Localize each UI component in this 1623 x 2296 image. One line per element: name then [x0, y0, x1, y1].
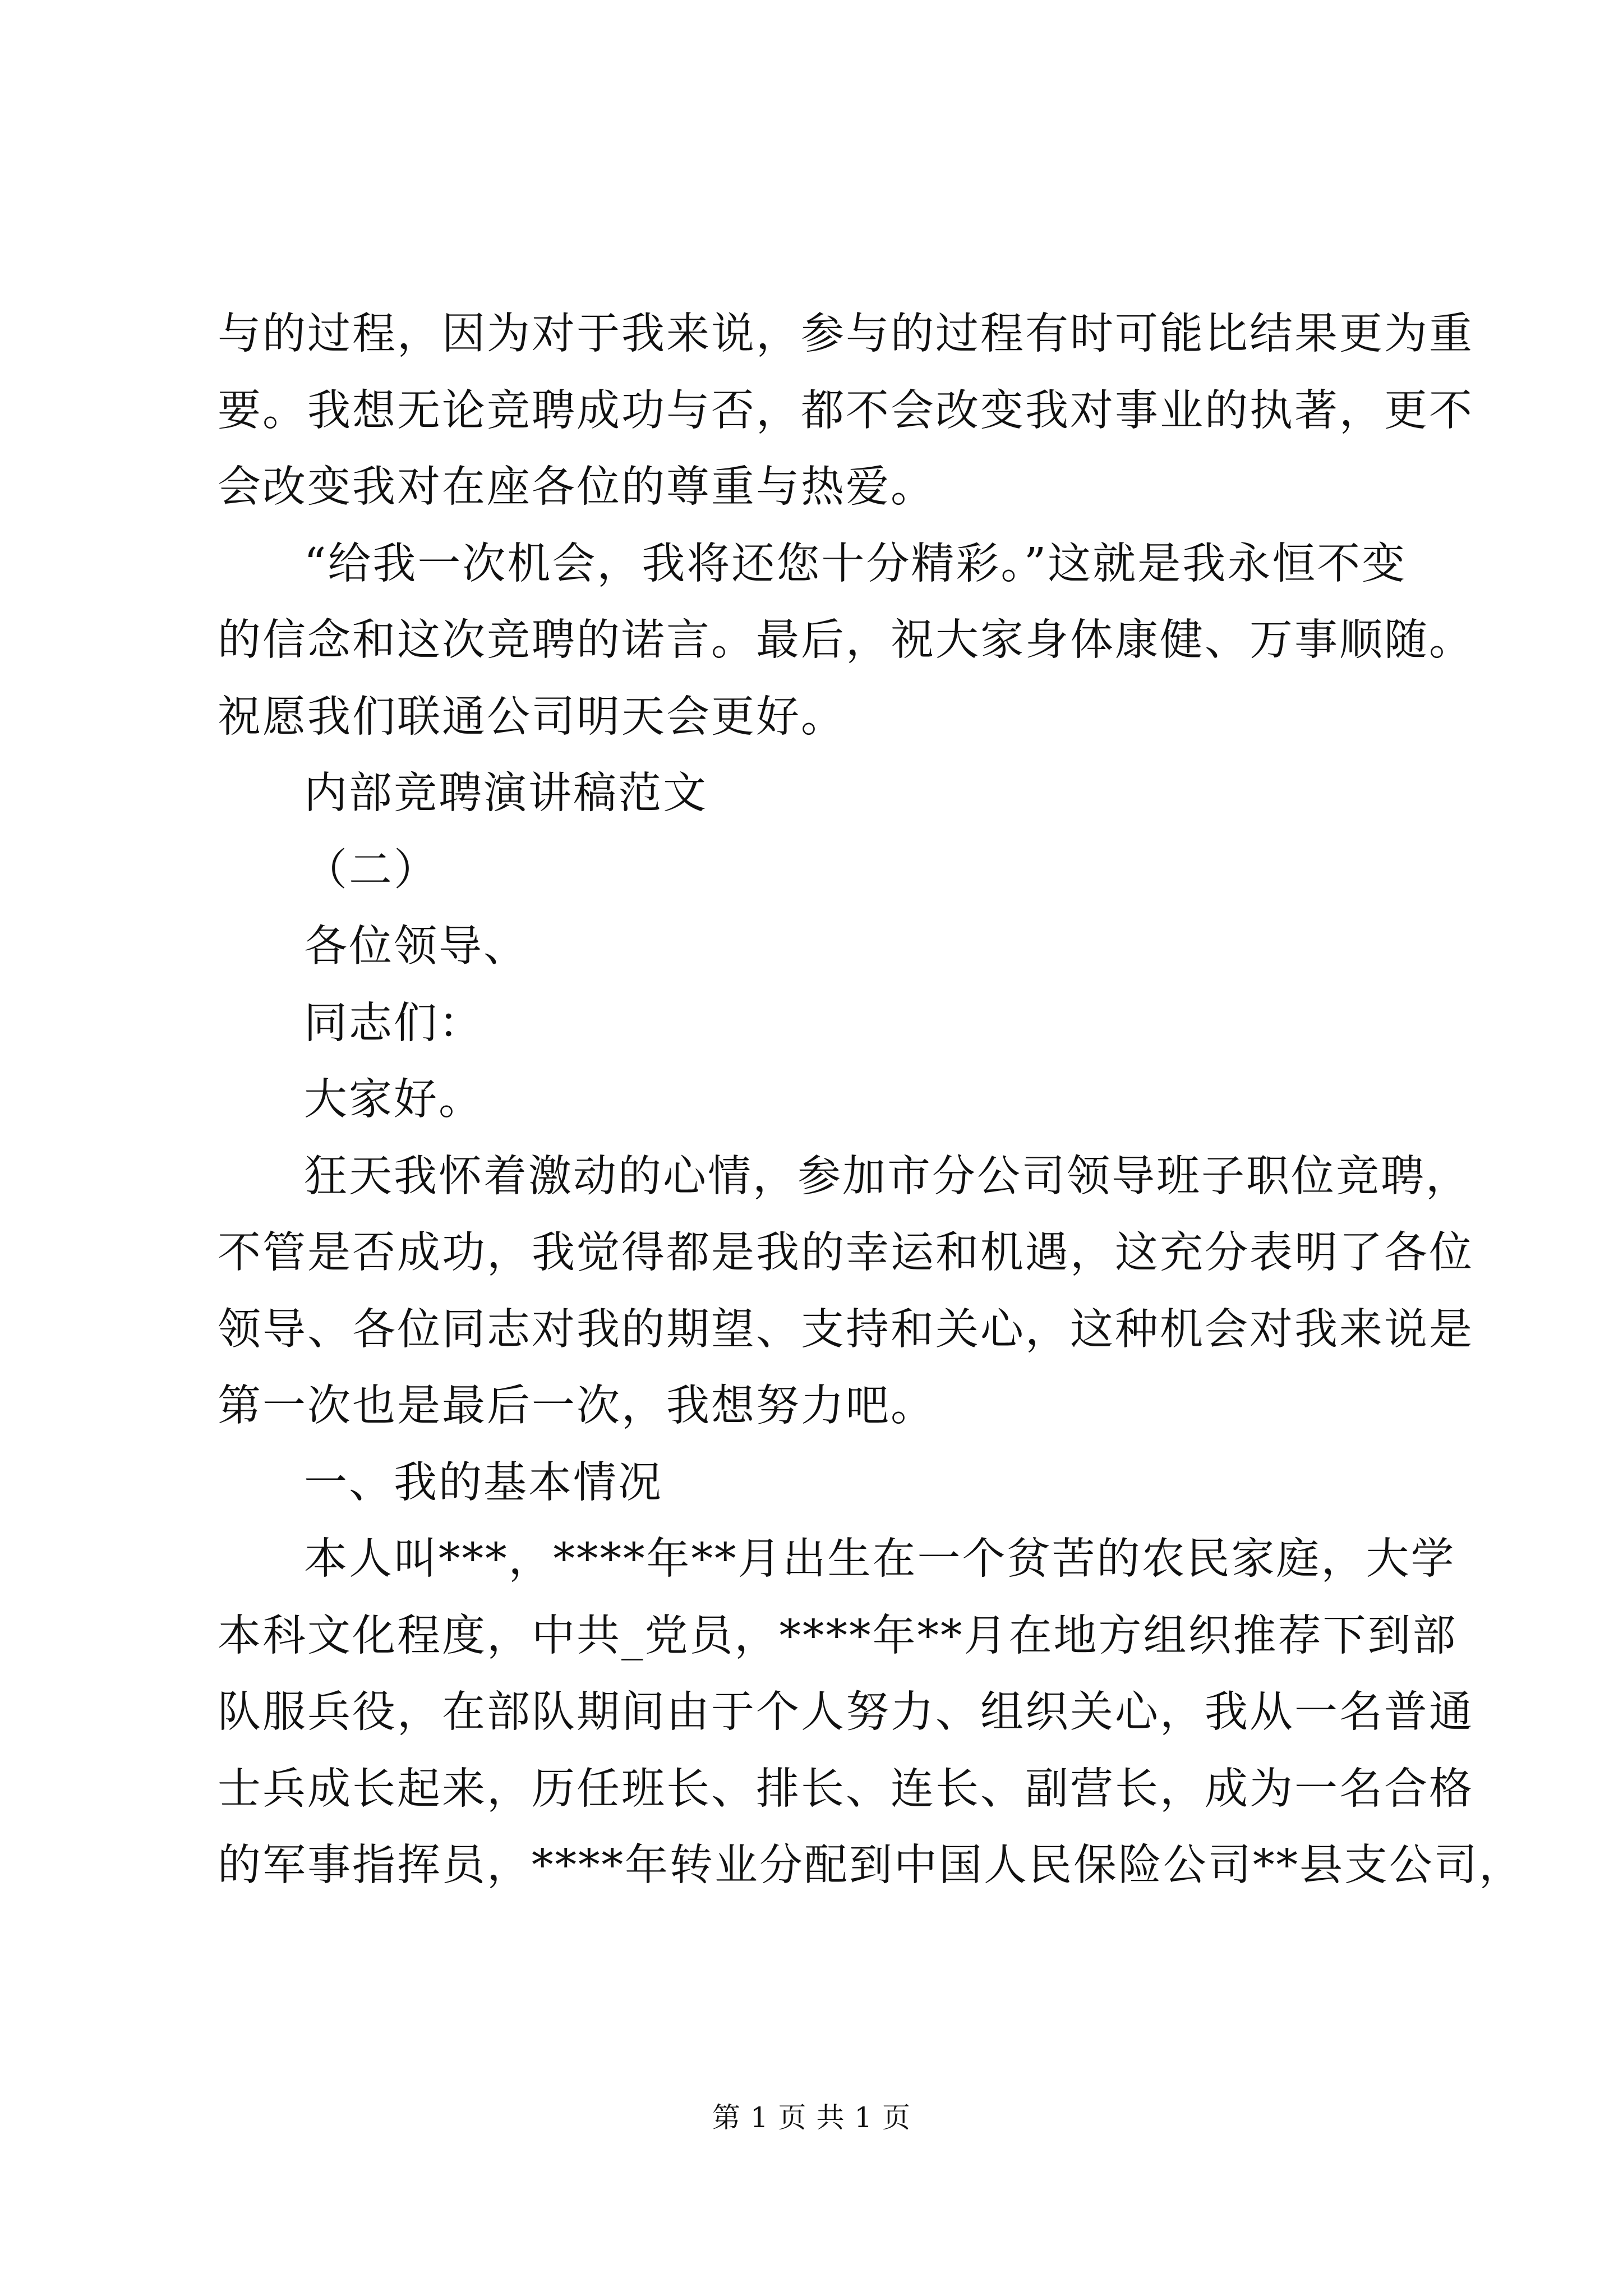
text-line: 领导、各位同志对我的期望、支持和关心，这种机会对我来说是: [218, 1304, 1474, 1355]
section-subtitle: （二）: [304, 845, 439, 895]
text-line: 的军事指挥员，****年转业分配到中国人民保险公司**县支公司，: [218, 1841, 1524, 1890]
text-line: 不管是否成功，我觉得都是我的幸运和机遇，这充分表明了各位: [218, 1228, 1474, 1278]
text-line: 本科文化程度，中共_党员，****年**月在地方组织推荐下到部: [218, 1611, 1458, 1661]
page-footer: 第 1 页 共 1 页: [712, 2101, 911, 2134]
salutation: 同志们：: [304, 998, 483, 1048]
document-body: [218, 296, 1524, 1904]
section-heading: 一、我的基本情况: [304, 1457, 663, 1508]
text-line: 的信念和这次竞聘的诺言。最后，祝大家身体康健、万事顺随。: [218, 615, 1474, 665]
text-line: 会改变我对在座各位的尊重与热爱。: [218, 462, 935, 512]
text-line: 士兵成长起来，历任班长、排长、连长、副营长，成为一名合格: [218, 1764, 1474, 1814]
greeting: 大家好。: [304, 1075, 483, 1125]
text-line: 队服兵役，在部队期间由于个人努力、组织关心，我从一名普通: [218, 1687, 1474, 1737]
text-line: 与的过程，因为对于我来说，参与的过程有时可能比结果更为重: [218, 309, 1474, 359]
salutation: 各位领导、: [304, 922, 528, 972]
text-line: “给我一次机会，我将还您十分精彩。”这就是我永恒不变: [304, 539, 1407, 589]
text-line: 祝愿我们联通公司明天会更好。: [218, 692, 846, 742]
text-line: 要。我想无论竞聘成功与否，都不会改变我对事业的执著，更不: [218, 385, 1474, 436]
text-line: 狂天我怀着激动的心情，参加市分公司领导班子职位竞聘，: [304, 1151, 1470, 1202]
text-line: 第一次也是最后一次，我想努力吧。: [218, 1381, 935, 1431]
text-line: 本人叫***，****年**月出生在一个贫苦的农民家庭，大学: [304, 1534, 1456, 1584]
section-title: 内部竞聘演讲稿范文: [304, 769, 708, 818]
